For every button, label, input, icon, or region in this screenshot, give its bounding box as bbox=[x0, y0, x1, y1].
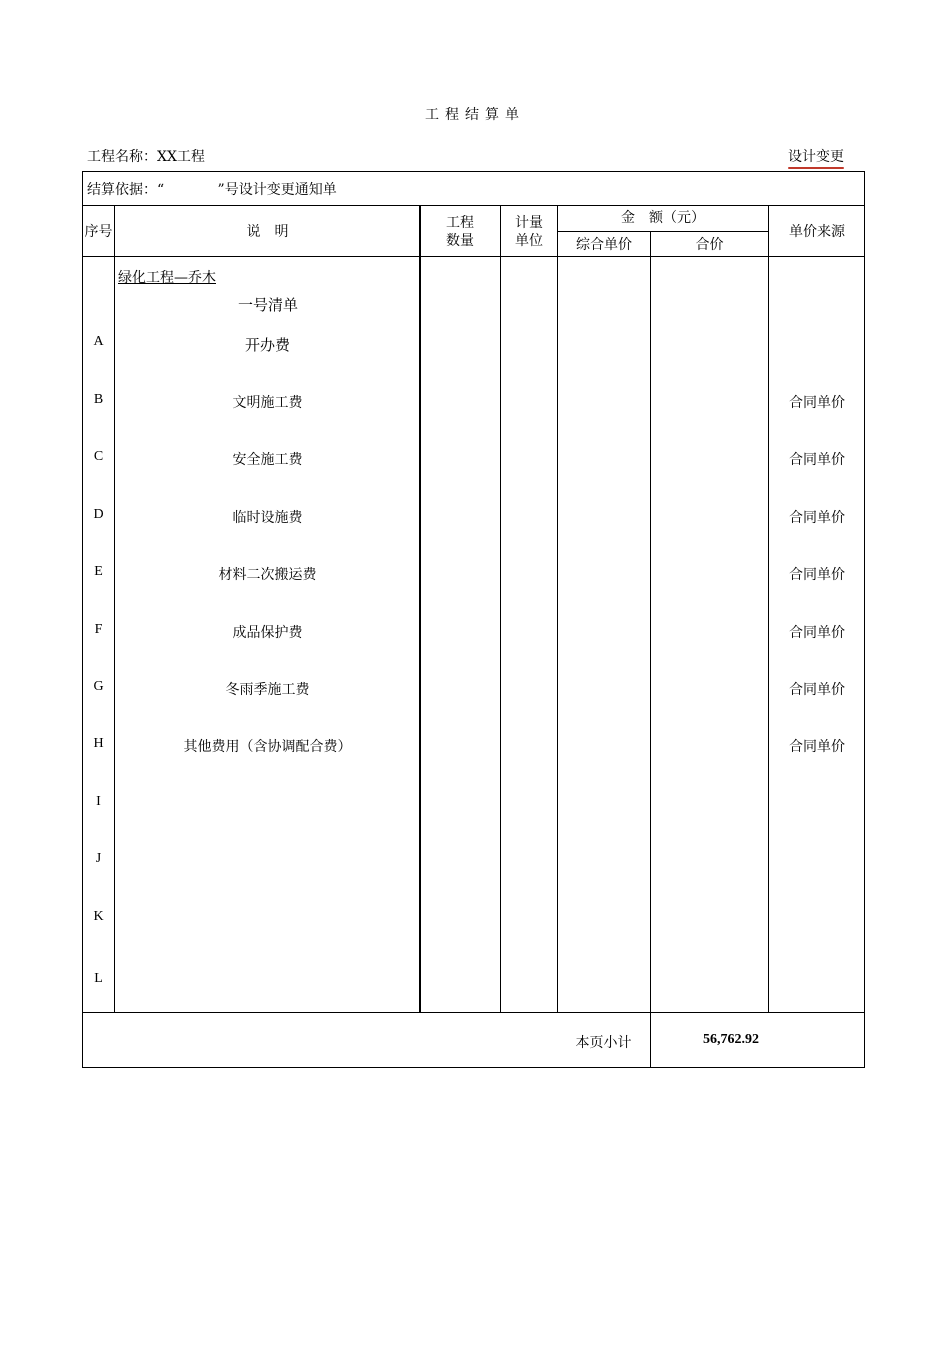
header-price-source: 单价来源 bbox=[789, 224, 845, 240]
row-code: L bbox=[94, 971, 103, 986]
row-description: 安全施工费 bbox=[232, 452, 303, 468]
spellcheck-underline bbox=[788, 167, 844, 169]
basis-row-border bbox=[82, 205, 865, 206]
col-divider-unit bbox=[557, 205, 558, 1012]
col-divider-seq bbox=[114, 205, 115, 1012]
header-bottom-border bbox=[82, 256, 865, 257]
header-total: 合价 bbox=[695, 237, 724, 253]
amount-header-divider bbox=[557, 231, 769, 232]
row-description: 文明施工费 bbox=[232, 395, 303, 411]
document-title: 工程结算单 bbox=[425, 107, 525, 123]
row-description: 其他费用（含协调配合费） bbox=[183, 739, 352, 755]
col-divider-qty bbox=[500, 205, 501, 1012]
row-code: J bbox=[95, 851, 102, 866]
row-description: 冬雨季施工费 bbox=[225, 682, 310, 698]
row-price-source: 合同单价 bbox=[789, 567, 845, 583]
row-code: C bbox=[93, 449, 104, 464]
col-divider-desc bbox=[419, 205, 421, 1012]
settlement-basis: 结算依据：“ ”号设计变更通知单 bbox=[87, 182, 337, 198]
row-description: 材料二次搬运费 bbox=[218, 567, 317, 583]
row-code: A bbox=[93, 334, 104, 349]
header-quantity-line1: 工程 bbox=[446, 215, 474, 231]
body-bottom-border bbox=[82, 1012, 865, 1013]
row-description: 临时设施费 bbox=[232, 510, 303, 526]
col-divider-unitprice bbox=[650, 231, 651, 1067]
row-code: K bbox=[93, 909, 104, 924]
col-divider-total bbox=[768, 205, 769, 1012]
header-amount: 金 额（元） bbox=[621, 210, 705, 226]
list-title: 一号清单 bbox=[237, 296, 298, 314]
header-unit-line1: 计量 bbox=[515, 215, 543, 231]
row-price-source: 合同单价 bbox=[789, 625, 845, 641]
table-left-border bbox=[82, 171, 83, 1067]
subtotal-value: 56,762.92 bbox=[703, 1032, 759, 1047]
row-code: G bbox=[93, 679, 104, 694]
subtotal-label: 本页小计 bbox=[575, 1035, 632, 1051]
row-code: B bbox=[93, 392, 104, 407]
change-type bbox=[788, 146, 844, 166]
table-top-border bbox=[82, 171, 865, 172]
table-right-border bbox=[864, 171, 865, 1067]
header-quantity-line2: 数量 bbox=[446, 233, 474, 249]
row-price-source: 合同单价 bbox=[789, 682, 845, 698]
header-unit-line2: 单位 bbox=[515, 233, 543, 249]
row-code: F bbox=[94, 622, 103, 637]
header-seq: 序号 bbox=[84, 224, 113, 240]
row-price-source: 合同单价 bbox=[789, 395, 845, 411]
row-price-source: 合同单价 bbox=[789, 452, 845, 468]
header-unit-price: 综合单价 bbox=[576, 237, 632, 253]
row-description: 成品保护费 bbox=[232, 625, 303, 641]
row-description: 开办费 bbox=[244, 336, 290, 354]
section-title: 绿化工程—乔木 bbox=[118, 270, 216, 286]
row-price-source: 合同单价 bbox=[789, 739, 845, 755]
row-code: H bbox=[93, 736, 104, 751]
project-name: 工程名称：XX工程 bbox=[87, 149, 205, 165]
row-code: D bbox=[93, 507, 104, 522]
row-price-source: 合同单价 bbox=[789, 510, 845, 526]
row-code: I bbox=[96, 794, 101, 809]
change-type-label: 设计变更 bbox=[788, 149, 844, 165]
table-bottom-border bbox=[82, 1067, 865, 1068]
row-code: E bbox=[94, 564, 103, 579]
header-description: 说 明 bbox=[246, 224, 289, 240]
